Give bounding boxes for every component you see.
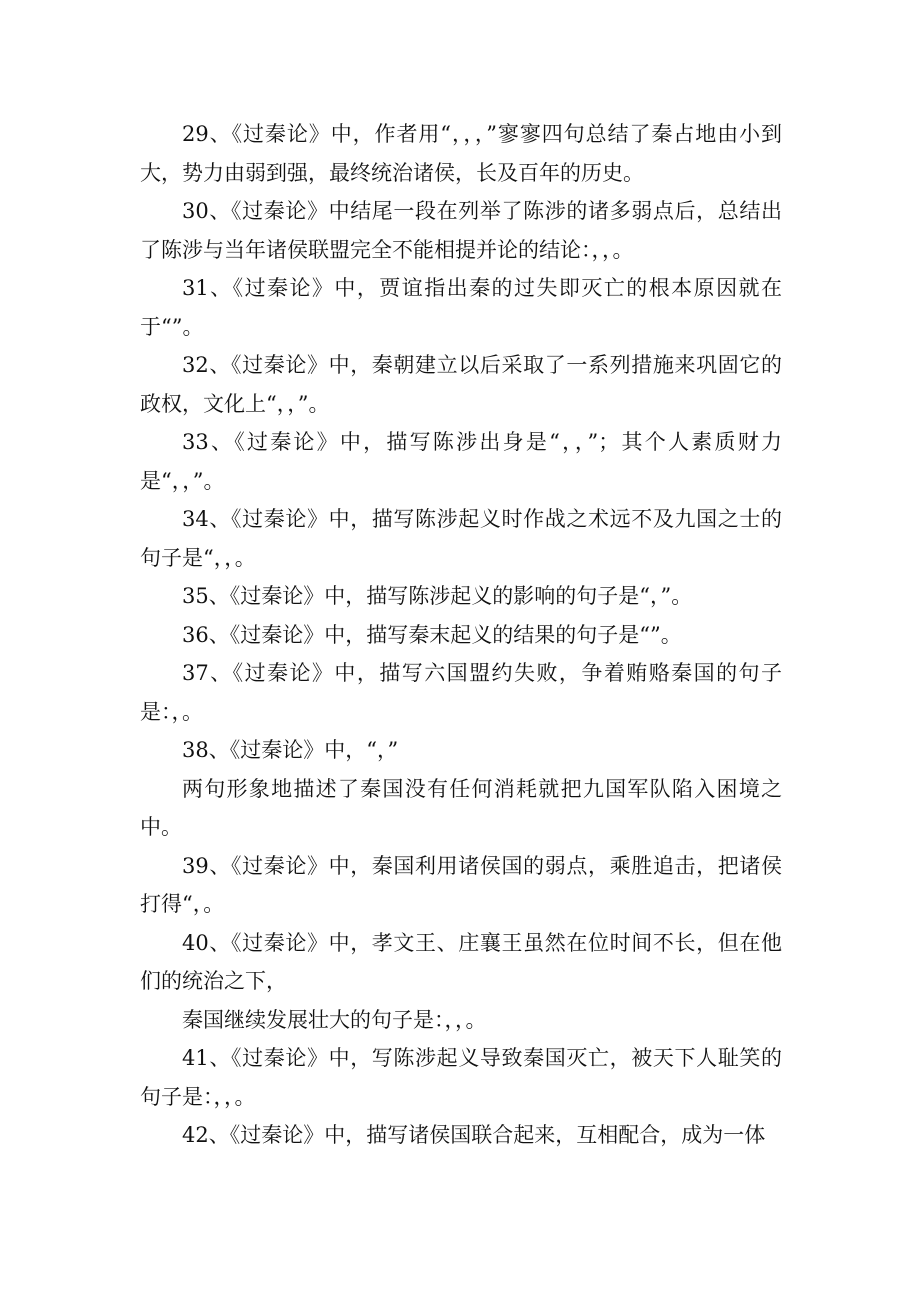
paragraph-32: 32、《过秦论》中，秦朝建立以后采取了一系列措施来巩固它的政权，文化上“，，”。 xyxy=(140,353,782,416)
paragraph-34: 34、《过秦论》中，描写陈涉起义时作战之术远不及九国之士的句子是“，，。 xyxy=(140,507,782,570)
paragraph-41: 41、《过秦论》中，写陈涉起义导致秦国灭亡，被天下人耻笑的句子是：，，。 xyxy=(140,1046,782,1109)
paragraph-39: 39、《过秦论》中，秦国利用诸侯国的弱点，乘胜追击，把诸侯打得“，。 xyxy=(140,853,782,916)
paragraph-29: 29、《过秦论》中，作者用“，，，”寥寥四句总结了秦占地由小到大，势力由弱到强，最终统治诸侯，长及百年的历史。 xyxy=(140,122,782,185)
paragraph-42: 42、《过秦论》中，描写诸侯国联合起来，互相配合，成为一体 xyxy=(182,1123,766,1147)
paragraph-30: 30、《过秦论》中结尾一段在列举了陈涉的诸多弱点后，总结出了陈涉与当年诸侯联盟完全不能相提并论的结论：，，。 xyxy=(140,199,782,262)
paragraph-37: 37、《过秦论》中，描写六国盟约失败，争着贿赂秦国的句子是：，。 xyxy=(140,661,782,724)
document-body xyxy=(140,115,782,1155)
paragraph-31: 31、《过秦论》中，贾谊指出秦的过失即灭亡的根本原因就在于“”。 xyxy=(140,276,782,339)
paragraph-40: 40、《过秦论》中，孝文王、庄襄王虽然在位时间不长，但在他们的统治之下， xyxy=(140,930,782,993)
paragraph-33: 33、《过秦论》中，描写陈涉出身是“，，”；其个人素质财力是“，，”。 xyxy=(140,430,782,493)
paragraph-38-continuation: 两句形象地描述了秦国没有任何消耗就把九国军队陷入困境之中。 xyxy=(140,776,782,839)
paragraph-36: 36、《过秦论》中，描写秦末起义的结果的句子是“”。 xyxy=(182,622,682,647)
paragraph-40-continuation: 秦国继续发展壮大的句子是：，，。 xyxy=(182,1007,487,1032)
paragraph-35: 35、《过秦论》中，描写陈涉起义的影响的句子是“，”。 xyxy=(182,584,693,608)
paragraph-38: 38、《过秦论》中，“，” xyxy=(182,738,399,762)
